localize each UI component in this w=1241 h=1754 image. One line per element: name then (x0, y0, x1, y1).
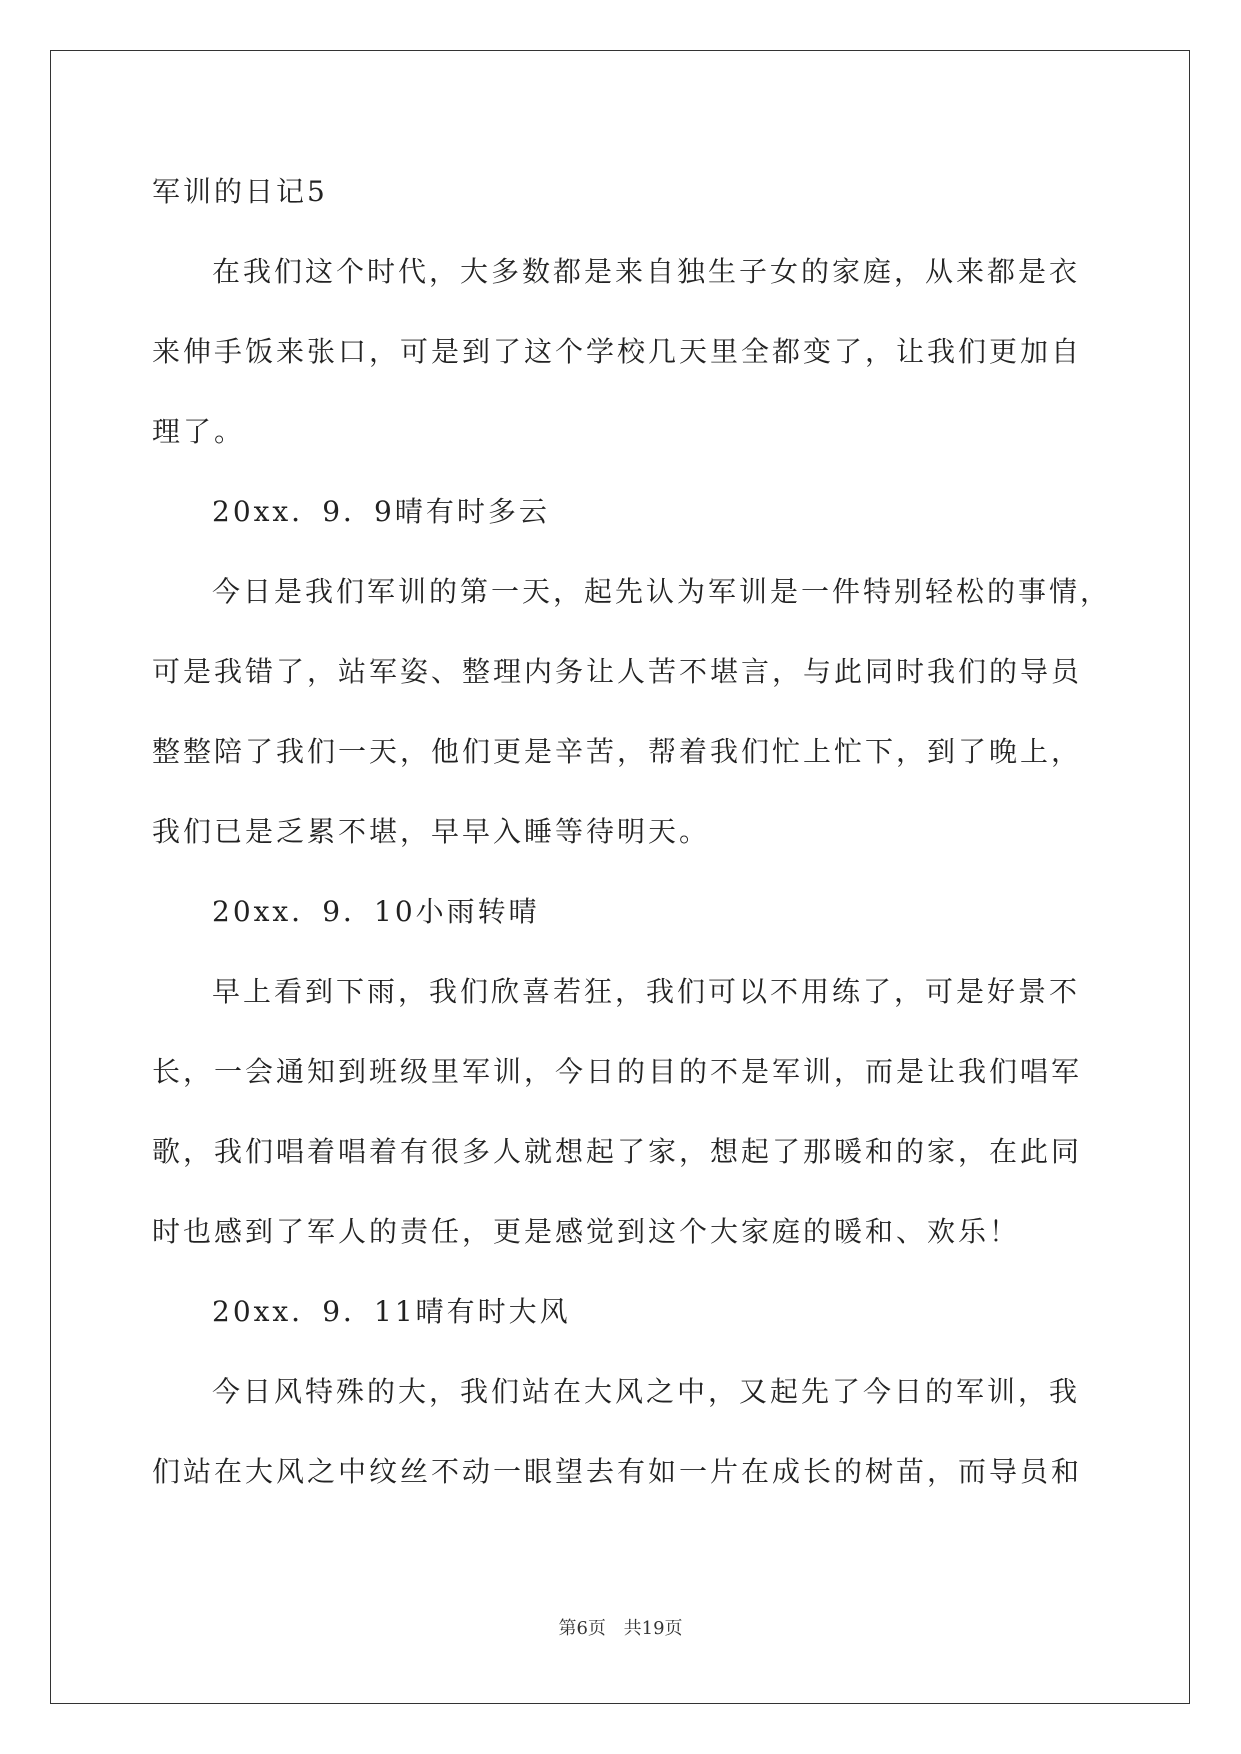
diary-date-heading-1: 20xx．9．9晴有时多云 (212, 495, 550, 528)
text-line-13: 时也感到了军人的责任，更是感觉到这个大家庭的暖和、欢乐！ (152, 1215, 1021, 1248)
text-line-7: 整整陪了我们一天，他们更是辛苦，帮着我们忙上忙下，到了晚上， (152, 735, 1083, 768)
page-total: 共19页 (623, 1618, 683, 1639)
text-line-12: 歌，我们唱着唱着有很多人就想起了家，想起了那暖和的家，在此同 (152, 1135, 1083, 1168)
text-line-1: 在我们这个时代，大多数都是来自独生子女的家庭，从来都是衣 (212, 255, 1081, 288)
document-title: 军训的日记5 (152, 175, 328, 208)
text-line-8: 我们已是乏累不堪，早早入睡等待明天。 (152, 815, 711, 848)
text-line-2: 来伸手饭来张口，可是到了这个学校几天里全都变了，让我们更加自 (152, 335, 1083, 368)
text-line-3: 理了。 (152, 415, 246, 448)
text-line-15: 今日风特殊的大，我们站在大风之中，又起先了今日的军训，我 (212, 1375, 1081, 1408)
text-line-10: 早上看到下雨，我们欣喜若狂，我们可以不用练了，可是好景不 (212, 975, 1081, 1008)
document-body (152, 152, 1112, 1512)
text-line-5: 今日是我们军训的第一天，起先认为军训是一件特别轻松的事情， (212, 575, 1112, 608)
page-footer (0, 1614, 1241, 1640)
diary-date-heading-3: 20xx．9．11晴有时大风 (212, 1295, 571, 1328)
text-line-6: 可是我错了，站军姿、整理内务让人苦不堪言，与此同时我们的导员 (152, 655, 1083, 688)
page-number: 第6页 (558, 1618, 606, 1639)
diary-date-heading-2: 20xx．9．10小雨转晴 (212, 895, 540, 928)
text-line-11: 长，一会通知到班级里军训，今日的目的不是军训，而是让我们唱军 (152, 1055, 1083, 1088)
text-line-16: 们站在大风之中纹丝不动一眼望去有如一片在成长的树苗，而导员和 (152, 1455, 1083, 1488)
